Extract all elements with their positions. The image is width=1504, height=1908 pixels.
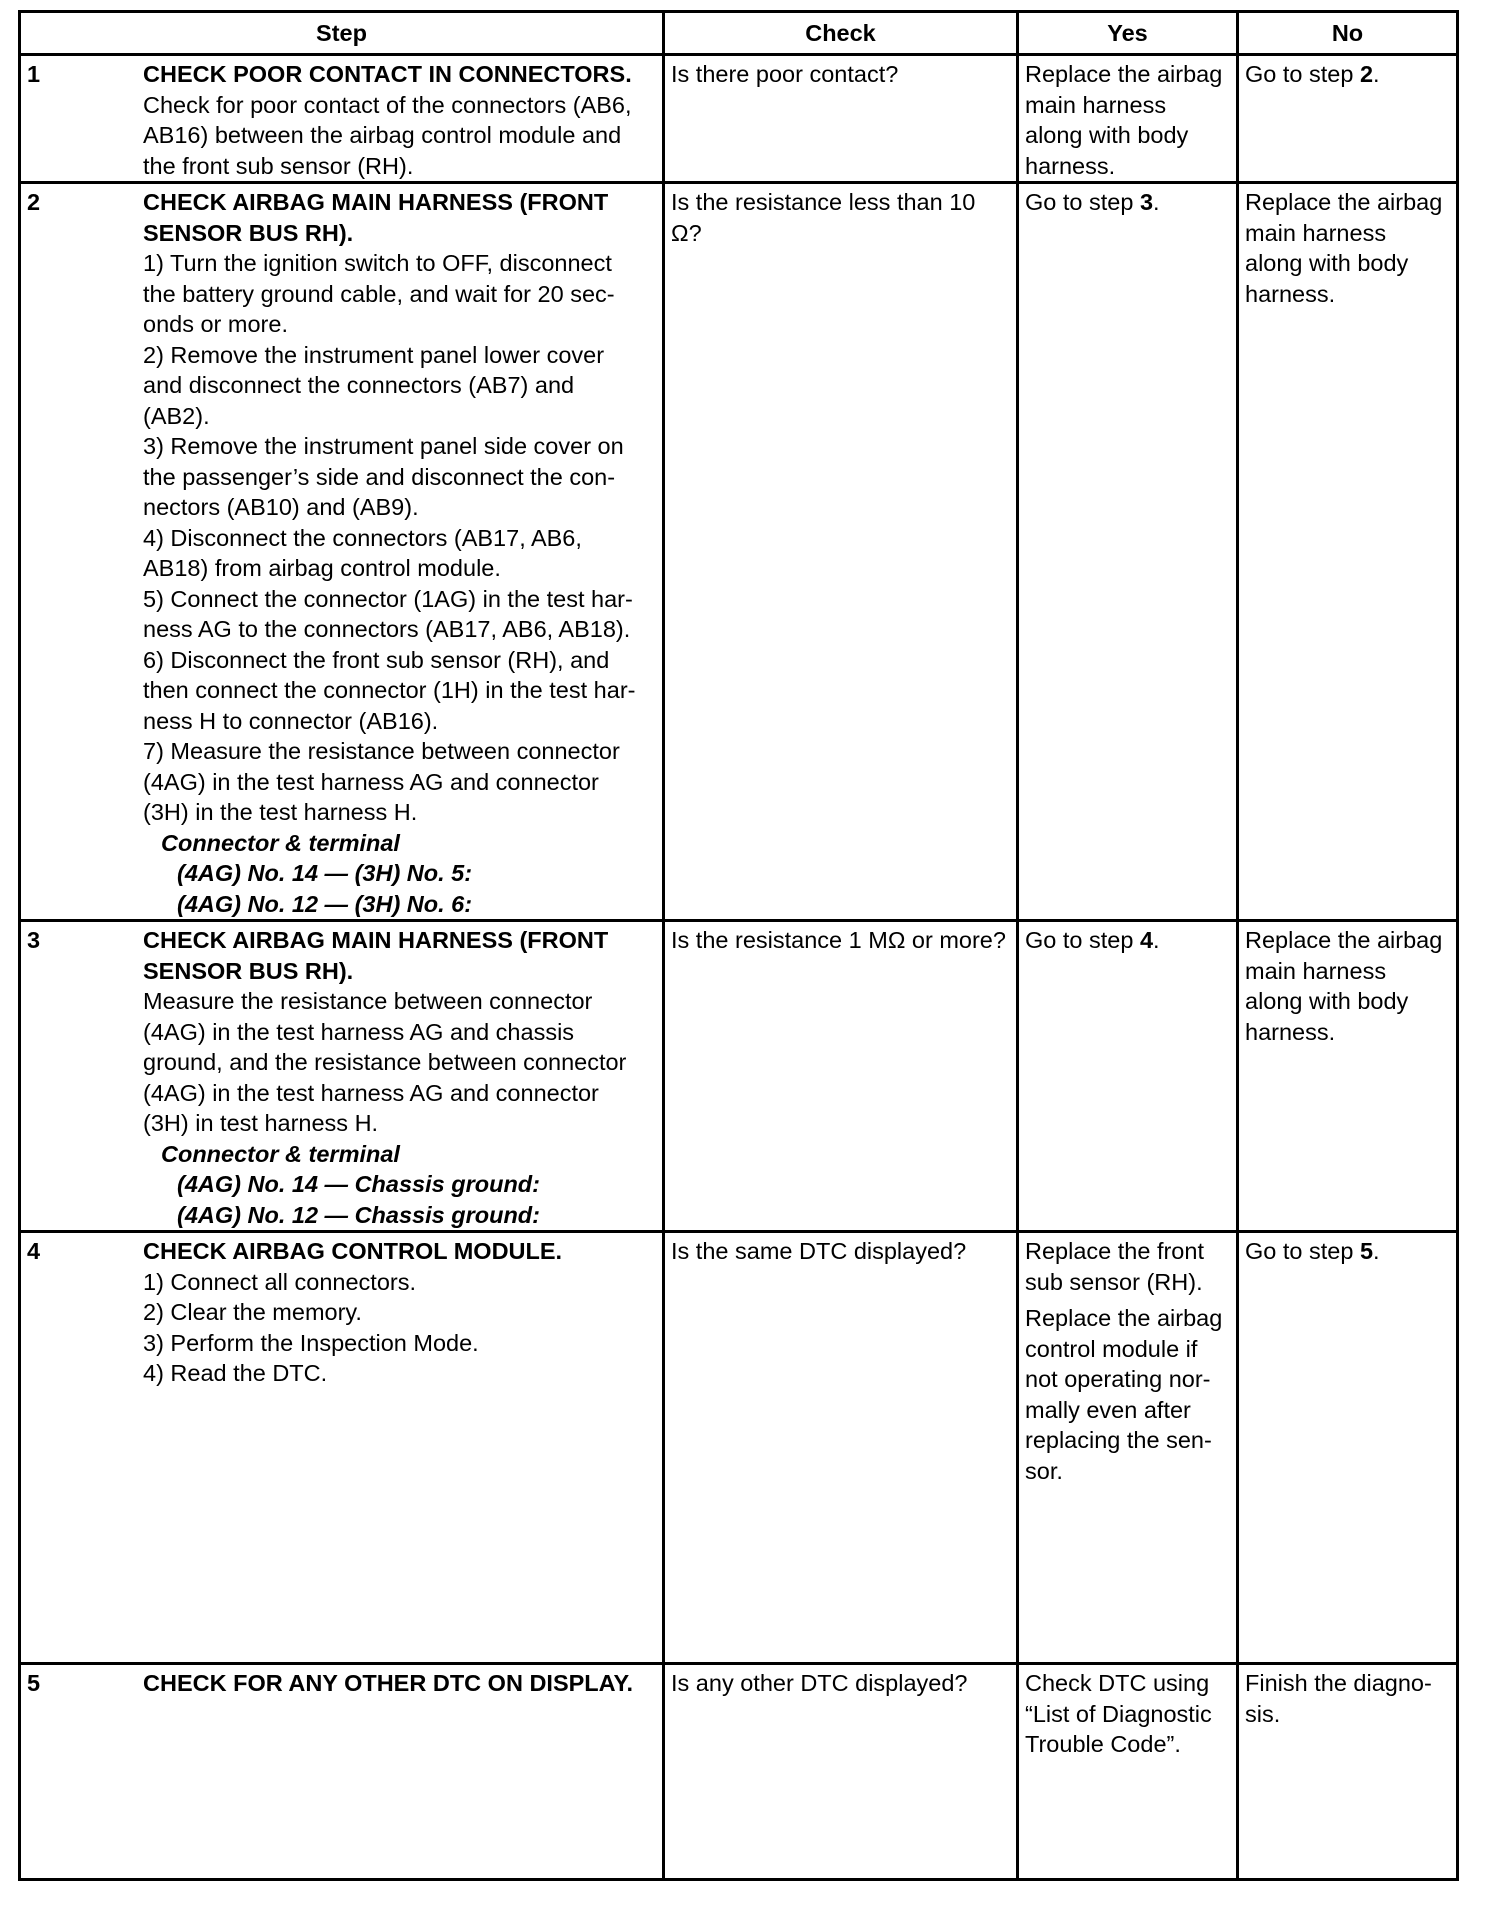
step-number: 3: [27, 927, 41, 953]
header-step: Step: [20, 12, 664, 55]
header-check: Check: [664, 12, 1018, 55]
step-text-line: nectors (AB10) and (AB9).: [143, 494, 419, 520]
step-title: CHECK FOR ANY OTHER DTC ON DISPLAY.: [143, 1670, 634, 1696]
step-text-line: the battery ground cable, and wait for 20 sec-: [143, 280, 615, 307]
step-text-line: (4AG) in the test harness AG and connector: [143, 768, 599, 795]
step-text-line: the passenger’s side and disconnect the con-: [143, 463, 616, 490]
no-text: Go to step: [1245, 61, 1360, 87]
step-title: CHECK AIRBAG CONTROL MODULE.: [143, 1238, 563, 1264]
yes-cell: Check DTC using “List of Diagnostic Trouble Code”.: [1018, 1664, 1238, 1880]
yes-text: Go to step: [1025, 927, 1140, 953]
step-text-line: ness AG to the connectors (AB17, AB6, AB18).: [143, 616, 631, 642]
table-row-step-2: [20, 183, 1458, 921]
step-text-line: 5) Connect the connector (1AG) in the test har-: [143, 585, 633, 612]
step-text-line: ground, and the resistance between connector: [143, 1049, 627, 1075]
step-text-line: 2) Remove the instrument panel lower cover: [143, 341, 605, 368]
step-text-line: AB18) from airbag control module.: [143, 555, 501, 581]
step-text-line: the front sub sensor (RH).: [143, 152, 414, 179]
yes-cell: Replace the airbag main harness along with body harness.: [1018, 55, 1238, 183]
step-text-line: (AB2).: [143, 402, 210, 429]
connector-terminal-label: Connector & terminal: [161, 829, 400, 856]
step-text-line: ness H to connector (AB16).: [143, 707, 439, 734]
yes-cell: [1018, 921, 1238, 1232]
step-number: 4: [27, 1238, 41, 1264]
step-text-line: 1) Turn the ignition switch to OFF, disconnect: [143, 250, 612, 276]
step-text-line: 3) Perform the Inspection Mode.: [143, 1329, 479, 1356]
step-title: CHECK POOR CONTACT IN CONNECTORS.: [143, 61, 632, 87]
step-text-line: Check for poor contact of the connectors (AB6,: [143, 91, 632, 118]
yes-text: Go to step: [1025, 189, 1140, 215]
step-text-line: Measure the resistance between connector: [143, 988, 593, 1014]
yes-text: Replace the front sub sensor (RH).: [1025, 1238, 1204, 1295]
step-number: 2: [27, 189, 41, 215]
table-header-row: [20, 12, 1458, 55]
yes-cell: [1018, 183, 1238, 921]
next-step-number: 2: [1359, 61, 1374, 87]
check-cell: Is the resistance less than 10 Ω?: [664, 183, 1018, 921]
header-no: No: [1238, 12, 1458, 55]
check-cell: Is there poor contact?: [664, 55, 1018, 183]
connector-terminal-label: Connector & terminal: [161, 1140, 400, 1167]
connector-terminal-value: (4AG) No. 12 — Chassis ground:: [177, 1201, 540, 1228]
step-title: CHECK AIRBAG MAIN HARNESS (FRONT SENSOR BUS RH).: [143, 189, 609, 246]
no-cell: Replace the airbag main harness along with body harness.: [1238, 183, 1458, 921]
no-cell: Replace the airbag main harness along with body harness.: [1238, 921, 1458, 1232]
connector-terminal-value: (4AG) No. 14 — Chassis ground:: [177, 1171, 540, 1197]
next-step-number: 4: [1139, 927, 1154, 953]
step-text-line: 7) Measure the resistance between connector: [143, 738, 620, 764]
step-text-line: AB16) between the airbag control module and: [143, 122, 622, 148]
step-text-line: 1) Connect all connectors.: [143, 1268, 417, 1295]
step-text-line: 4) Read the DTC.: [143, 1360, 328, 1386]
step-text-line: (4AG) in the test harness AG and chassis: [143, 1018, 575, 1045]
step-text-line: 3) Remove the instrument panel side cover on: [143, 433, 624, 459]
step-text-line: 2) Clear the memory.: [143, 1299, 362, 1325]
no-text-suffix: .: [1373, 1238, 1380, 1264]
connector-terminal-value: (4AG) No. 14 — (3H) No. 5:: [177, 860, 473, 886]
check-cell: Is the resistance 1 MΩ or more?: [664, 921, 1018, 1232]
no-cell: Finish the diagno-sis.: [1238, 1664, 1458, 1880]
step-text-line: 4) Disconnect the connectors (AB17, AB6,: [143, 524, 582, 551]
step-text-line: (3H) in test harness H.: [143, 1110, 379, 1136]
step-text-line: then connect the connector (1H) in the test har-: [143, 677, 636, 703]
no-cell: [1238, 55, 1458, 183]
step-text-line: 6) Disconnect the front sub sensor (RH), and: [143, 646, 610, 673]
next-step-number: 3: [1139, 189, 1154, 215]
next-step-number: 5: [1359, 1238, 1374, 1264]
table-row-step-1: [20, 55, 1458, 183]
check-cell: Is any other DTC displayed?: [664, 1664, 1018, 1880]
no-text: Go to step: [1245, 1238, 1360, 1264]
table-row-step-5: [20, 1664, 1458, 1880]
procedure-table: [18, 10, 1459, 1881]
no-text-suffix: .: [1373, 61, 1380, 87]
step-cell: [20, 1232, 664, 1664]
step-cell: [20, 1664, 664, 1880]
step-cell: [20, 55, 664, 183]
header-yes: Yes: [1018, 12, 1238, 55]
yes-cell: [1018, 1232, 1238, 1664]
step-cell: [20, 183, 664, 921]
table-row-step-3: [20, 921, 1458, 1232]
connector-terminal-value: (4AG) No. 12 — (3H) No. 6:: [177, 890, 473, 917]
step-text-line: and disconnect the connectors (AB7) and: [143, 372, 575, 398]
step-number: 1: [27, 61, 41, 87]
yes-text-suffix: .: [1153, 189, 1160, 215]
step-number: 5: [27, 1670, 41, 1696]
step-text-line: (4AG) in the test harness AG and connector: [143, 1079, 599, 1106]
step-title: CHECK AIRBAG MAIN HARNESS (FRONT SENSOR BUS RH).: [143, 927, 609, 984]
table-row-step-4: [20, 1232, 1458, 1664]
step-cell: [20, 921, 664, 1232]
diagnostic-procedure-table: [18, 10, 1459, 1881]
step-text-line: onds or more.: [143, 311, 288, 337]
yes-text-additional: Replace the airbag control module if not operating nor-mally even after replacing the sen-sor.: [1025, 1305, 1223, 1484]
check-cell: Is the same DTC displayed?: [664, 1232, 1018, 1664]
yes-text-suffix: .: [1153, 927, 1160, 953]
step-text-line: (3H) in the test harness H.: [143, 799, 418, 825]
no-cell: [1238, 1232, 1458, 1664]
